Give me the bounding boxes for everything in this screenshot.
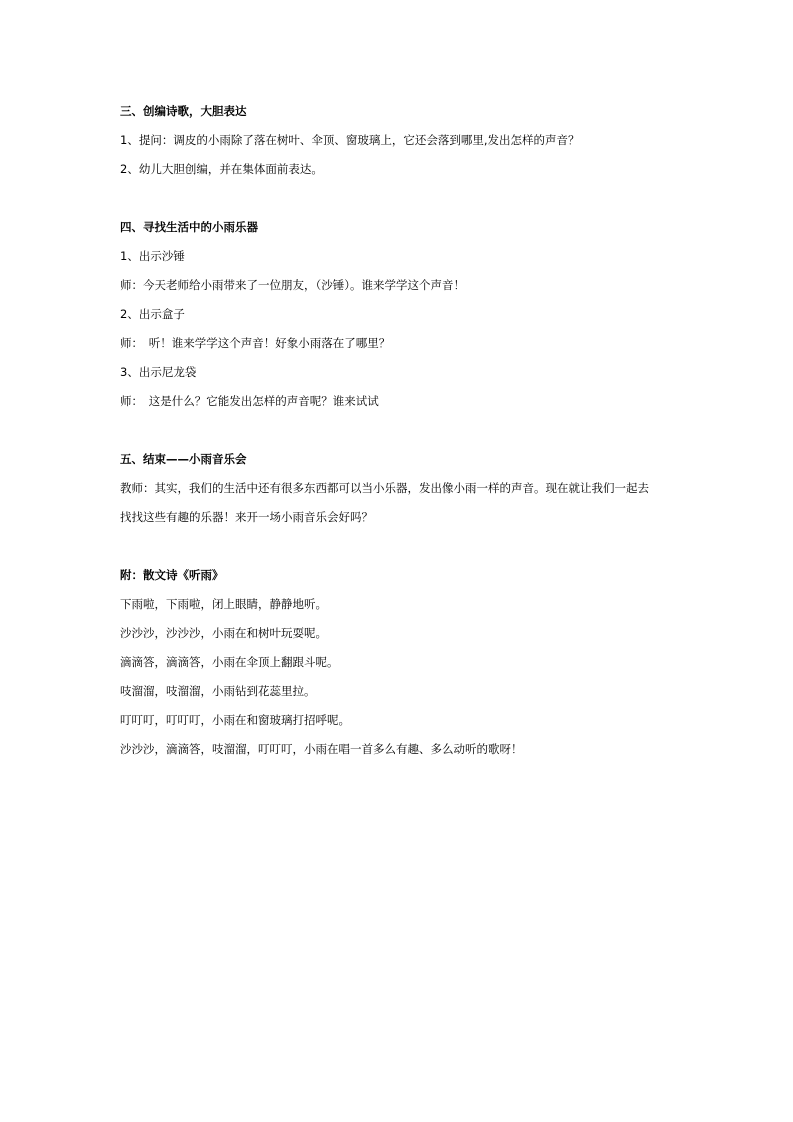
- section-3-heading: 三、创编诗歌，大胆表达: [120, 104, 247, 118]
- section-3-line-2: 2、幼儿大胆创编，并在集体面前表达。: [120, 162, 323, 176]
- document-body: [120, 101, 680, 768]
- section-4-heading: 四、寻找生活中的小雨乐器: [120, 220, 258, 234]
- paragraph-gap: [120, 536, 680, 565]
- poem-line-2: 沙沙沙，沙沙沙，小雨在和树叶玩耍呢。: [120, 626, 327, 640]
- section-4-line-5: 3、出示尼龙袋: [120, 365, 197, 379]
- paragraph-gap: [120, 420, 680, 449]
- section-4-line-1: 1、出示沙锤: [120, 249, 185, 263]
- section-5-line-2: 找找这些有趣的乐器！来开一场小雨音乐会好吗？: [120, 510, 373, 524]
- poem-line-6: 沙沙沙，滴滴答，吱溜溜，叮叮叮，小雨在唱一首多么有趣、多么动听的歌呀！: [120, 742, 523, 756]
- appendix-heading: 附：散文诗《听雨》: [120, 568, 224, 582]
- paragraph-gap: [120, 188, 680, 217]
- section-4-line-3: 2、出示盒子: [120, 307, 185, 321]
- poem-line-5: 叮叮叮，叮叮叮，小雨在和窗玻璃打招呼呢。: [120, 713, 350, 727]
- poem-line-4: 吱溜溜，吱溜溜，小雨钻到花蕊里拉。: [120, 684, 316, 698]
- section-4-line-4: 师： 听！谁来学学这个声音！好象小雨落在了哪里？: [120, 336, 391, 350]
- poem-line-1: 下雨啦，下雨啦，闭上眼睛，静静地听。: [120, 597, 327, 611]
- section-5-line-1: 教师：其实，我们的生活中还有很多东西都可以当小乐器，发出像小雨一样的声音。现在就让我们一起去: [120, 481, 649, 495]
- section-5-heading: 五、结束——小雨音乐会: [120, 452, 247, 466]
- section-4-line-6: 师： 这是什么？它能发出怎样的声音呢？谁来试试: [120, 394, 379, 408]
- poem-line-3: 滴滴答，滴滴答，小雨在伞顶上翻跟斗呢。: [120, 655, 339, 669]
- section-4-line-2: 师：今天老师给小雨带来了一位朋友，（沙锤）。谁来学学这个声音！: [120, 278, 465, 292]
- section-3-line-1: 1、提问：调皮的小雨除了落在树叶、伞顶、窗玻璃上，它还会落到哪里,发出怎样的声音？: [120, 133, 580, 147]
